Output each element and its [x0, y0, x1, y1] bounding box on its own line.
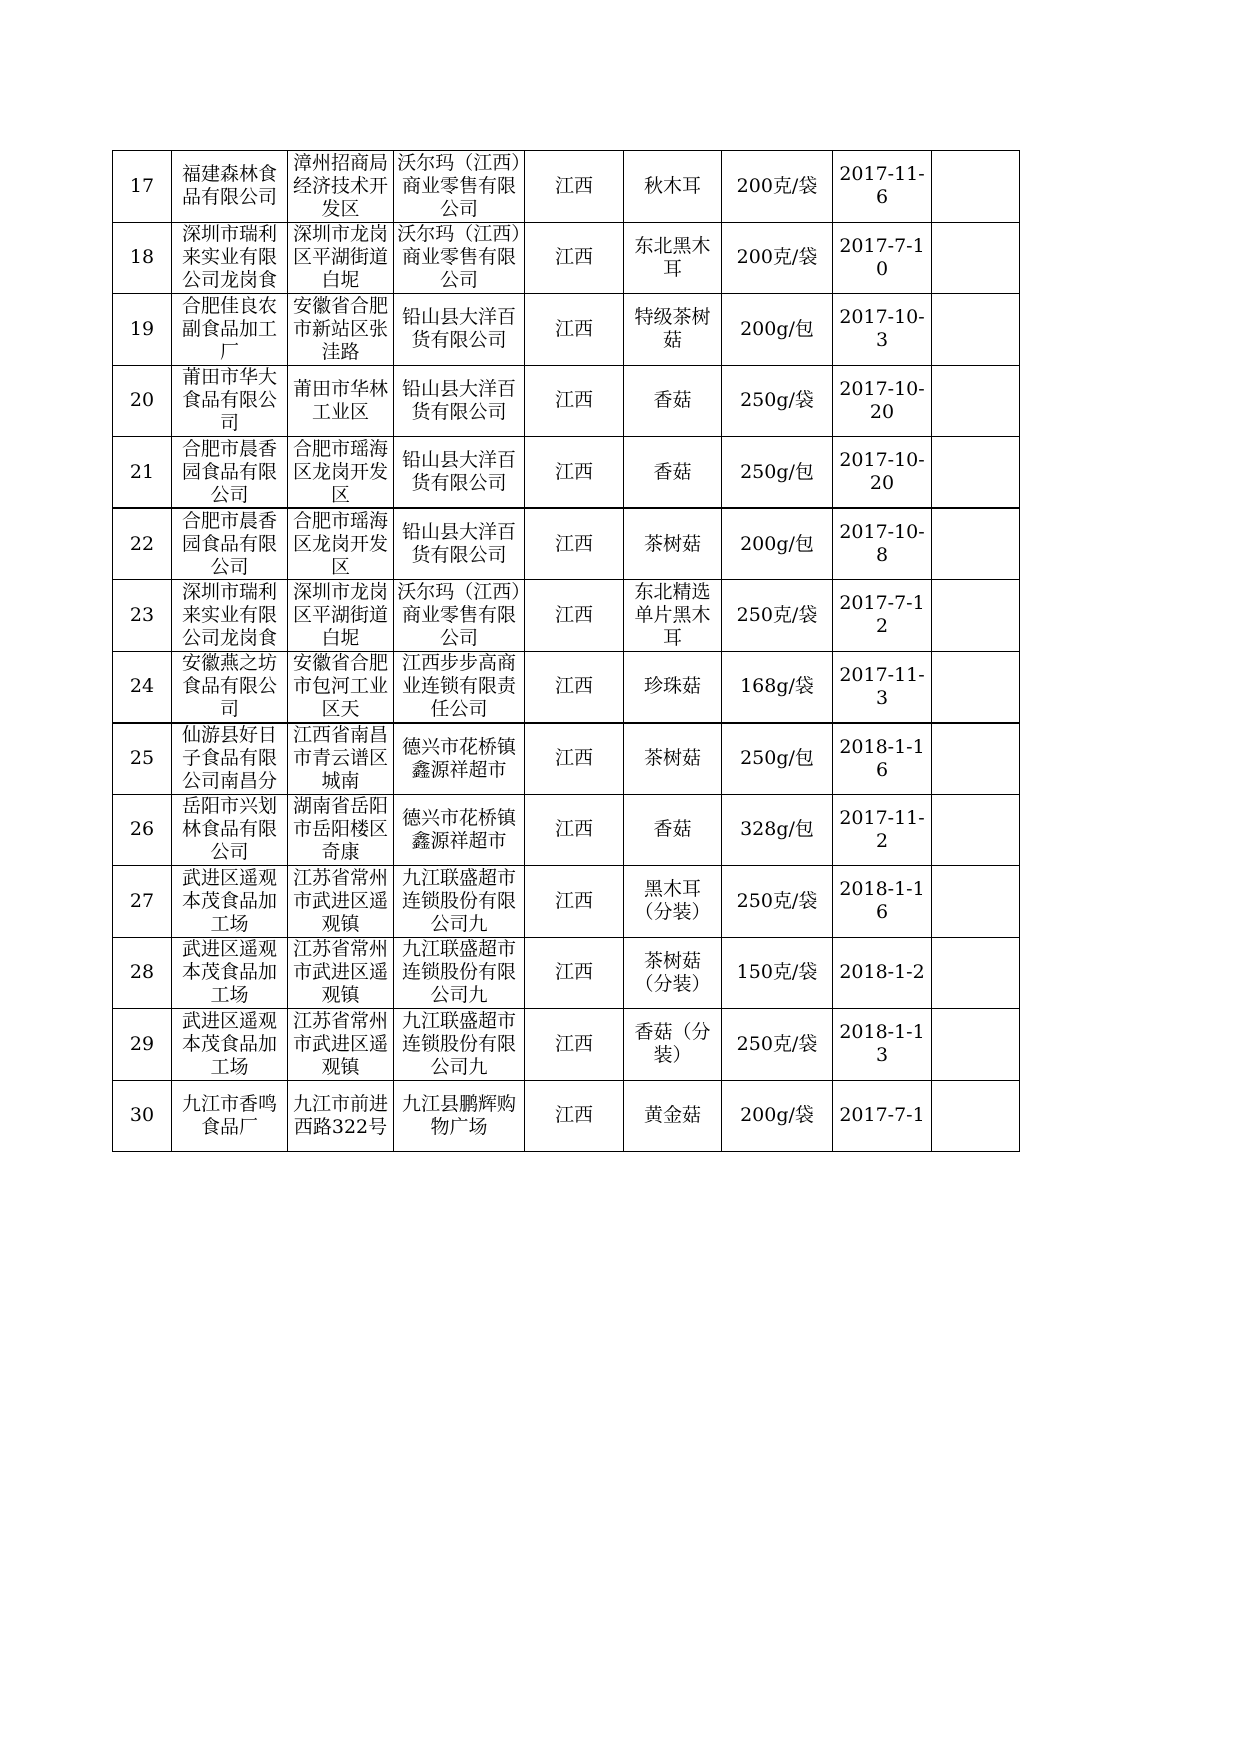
seller-name-cell	[394, 1080, 525, 1152]
production-date-cell	[833, 1009, 932, 1081]
production-date-cell	[833, 651, 932, 723]
specification-cell	[722, 1080, 833, 1152]
row-number-cell-text: 22	[129, 532, 155, 555]
province-cell	[525, 794, 624, 866]
production-date-cell-text: 2017-11-6	[839, 163, 925, 209]
producer-address-cell-text: 合肥市瑶海区龙岗开发区	[292, 509, 388, 578]
producer-name-cell-text: 合肥市晨香园食品有限公司	[181, 509, 277, 578]
province-cell	[525, 1009, 624, 1081]
row-number-cell-text: 18	[129, 246, 155, 269]
province-cell-text: 江西	[554, 532, 593, 555]
seller-name-cell-text: 江西步步高商业连锁有限责任公司	[401, 652, 516, 720]
production-date-cell-text: 2017-11-3	[839, 663, 925, 709]
row-number-cell	[113, 723, 172, 795]
producer-address-cell	[288, 937, 394, 1009]
product-name-cell-text: 东北黑木耳	[634, 234, 711, 280]
specification-cell-text: 150克/袋	[736, 961, 818, 984]
table-row	[113, 794, 1020, 866]
specification-cell-text: 250g/包	[740, 460, 814, 483]
seller-name-cell	[394, 866, 525, 938]
province-cell	[525, 365, 624, 437]
producer-address-cell-text: 江苏省常州市武进区遥观镇	[292, 938, 388, 1007]
product-name-cell	[624, 794, 722, 866]
note-cell	[932, 1080, 1020, 1152]
sampling-results-table	[112, 150, 1020, 1152]
specification-cell-text: 168g/袋	[740, 675, 814, 697]
province-cell	[525, 580, 624, 652]
note-cell	[932, 723, 1020, 795]
producer-address-cell-text: 江苏省常州市武进区遥观镇	[292, 866, 388, 935]
province-cell-text: 江西	[554, 317, 593, 340]
product-name-cell-text: 香菇（分装）	[634, 1021, 711, 1067]
province-cell-text: 江西	[554, 174, 593, 197]
province-cell	[525, 723, 624, 795]
producer-name-cell	[172, 508, 288, 580]
product-name-cell	[624, 723, 722, 795]
table-row	[113, 723, 1020, 795]
specification-cell	[722, 151, 833, 223]
producer-name-cell-text: 武进区遥观本茂食品加工场	[181, 938, 277, 1007]
seller-name-cell-text: 九江联盛超市连锁股份有限公司九	[401, 1009, 516, 1078]
producer-name-cell-text: 九江市香鸣食品厂	[181, 1092, 277, 1138]
province-cell-text: 江西	[554, 389, 593, 412]
table-row	[113, 222, 1020, 294]
production-date-cell	[833, 866, 932, 938]
seller-name-cell-text: 铅山县大洋百货有限公司	[401, 306, 516, 352]
producer-name-cell	[172, 437, 288, 509]
production-date-cell	[833, 365, 932, 437]
table-row	[113, 866, 1020, 938]
specification-cell	[722, 222, 833, 294]
production-date-cell	[833, 222, 932, 294]
province-cell-text: 江西	[554, 675, 593, 697]
specification-cell	[722, 294, 833, 366]
product-name-cell	[624, 437, 722, 509]
seller-name-cell-text: 沃尔玛（江西）商业零售有限公司	[397, 151, 521, 220]
row-number-cell-text: 29	[129, 1032, 155, 1055]
product-name-cell-text: 香菇	[653, 389, 692, 412]
seller-name-cell	[394, 937, 525, 1009]
producer-address-cell-text: 江苏省常州市武进区遥观镇	[292, 1009, 388, 1078]
province-cell	[525, 1080, 624, 1152]
row-number-cell	[113, 794, 172, 866]
seller-name-cell-text: 铅山县大洋百货有限公司	[401, 449, 516, 494]
note-cell	[932, 866, 1020, 938]
row-number-cell-text: 23	[129, 603, 155, 626]
producer-name-cell	[172, 1009, 288, 1081]
table-row	[113, 294, 1020, 366]
producer-name-cell-text: 福建森林食品有限公司	[181, 163, 277, 209]
row-number-cell	[113, 1009, 172, 1081]
specification-cell	[722, 651, 833, 723]
product-name-cell	[624, 151, 722, 223]
seller-name-cell-text: 铅山县大洋百货有限公司	[401, 521, 516, 566]
row-number-cell	[113, 651, 172, 723]
seller-name-cell-text: 沃尔玛（江西）商业零售有限公司	[397, 580, 521, 649]
production-date-cell	[833, 151, 932, 223]
specification-cell	[722, 437, 833, 509]
row-number-cell	[113, 294, 172, 366]
product-name-cell	[624, 1080, 722, 1152]
production-date-cell-text: 2017-10-20	[839, 377, 925, 423]
production-date-cell	[833, 294, 932, 366]
producer-address-cell	[288, 794, 394, 866]
seller-name-cell	[394, 1009, 525, 1081]
seller-name-cell-text: 九江联盛超市连锁股份有限公司九	[401, 938, 516, 1007]
specification-cell	[722, 508, 833, 580]
note-cell	[932, 365, 1020, 437]
producer-name-cell	[172, 651, 288, 723]
specification-cell	[722, 866, 833, 938]
note-cell	[932, 437, 1020, 509]
producer-name-cell-text: 合肥市晨香园食品有限公司	[181, 437, 277, 506]
row-number-cell-text: 25	[129, 747, 155, 769]
producer-address-cell-text: 江西省南昌市青云谱区城南	[292, 724, 388, 792]
production-date-cell-text: 2017-10-20	[839, 449, 925, 494]
product-name-cell-text: 秋木耳	[643, 174, 701, 197]
specification-cell-text: 250克/袋	[736, 603, 818, 626]
product-name-cell-text: 珍珠菇	[643, 675, 701, 697]
producer-name-cell	[172, 723, 288, 795]
producer-address-cell-text: 湖南省岳阳市岳阳楼区奇康	[292, 795, 388, 864]
seller-name-cell	[394, 222, 525, 294]
production-date-cell-text: 2017-7-1	[839, 1104, 925, 1127]
note-cell	[932, 294, 1020, 366]
specification-cell-text: 250克/袋	[736, 889, 818, 912]
row-number-cell-text: 21	[129, 460, 155, 483]
producer-name-cell	[172, 580, 288, 652]
row-number-cell	[113, 151, 172, 223]
note-cell	[932, 794, 1020, 866]
product-name-cell	[624, 508, 722, 580]
specification-cell-text: 200g/包	[740, 317, 814, 340]
seller-name-cell-text: 铅山县大洋百货有限公司	[401, 377, 516, 423]
production-date-cell	[833, 794, 932, 866]
seller-name-cell-text: 德兴市花桥镇鑫源祥超市	[401, 735, 516, 781]
specification-cell-text: 200克/袋	[736, 174, 818, 197]
producer-name-cell-text: 深圳市瑞利来实业有限公司龙岗食	[181, 580, 277, 649]
row-number-cell-text: 24	[129, 675, 155, 697]
province-cell	[525, 294, 624, 366]
producer-name-cell-text: 武进区遥观本茂食品加工场	[181, 866, 277, 935]
producer-name-cell	[172, 866, 288, 938]
row-number-cell	[113, 1080, 172, 1152]
production-date-cell-text: 2017-7-12	[839, 592, 925, 638]
row-number-cell-text: 30	[129, 1104, 155, 1127]
product-name-cell-text: 特级茶树菇	[634, 306, 711, 352]
note-cell	[932, 580, 1020, 652]
row-number-cell	[113, 222, 172, 294]
production-date-cell-text: 2017-10-3	[839, 306, 925, 352]
specification-cell	[722, 365, 833, 437]
product-name-cell-text: 茶树菇（分装）	[634, 949, 711, 995]
note-cell	[932, 1009, 1020, 1081]
seller-name-cell	[394, 794, 525, 866]
producer-name-cell-text: 合肥佳良农副食品加工厂	[181, 294, 277, 363]
table-row	[113, 508, 1020, 580]
province-cell-text: 江西	[554, 961, 593, 984]
seller-name-cell	[394, 437, 525, 509]
specification-cell-text: 328g/包	[740, 818, 814, 841]
note-cell	[932, 651, 1020, 723]
row-number-cell-text: 27	[129, 889, 155, 912]
product-name-cell	[624, 580, 722, 652]
production-date-cell	[833, 723, 932, 795]
province-cell-text: 江西	[554, 246, 593, 269]
producer-name-cell	[172, 1080, 288, 1152]
product-name-cell-text: 东北精选单片黑木耳	[634, 580, 711, 649]
product-name-cell	[624, 866, 722, 938]
specification-cell-text: 250g/袋	[740, 389, 814, 412]
row-number-cell-text: 19	[129, 317, 155, 340]
producer-address-cell-text: 安徽省合肥市包河工业区天	[292, 652, 388, 720]
producer-address-cell	[288, 508, 394, 580]
producer-name-cell	[172, 294, 288, 366]
province-cell-text: 江西	[554, 1032, 593, 1055]
product-name-cell-text: 香菇	[653, 460, 692, 483]
table-body	[113, 151, 1020, 1152]
specification-cell	[722, 794, 833, 866]
row-number-cell	[113, 580, 172, 652]
table-row	[113, 1009, 1020, 1081]
producer-name-cell	[172, 151, 288, 223]
table-row	[113, 437, 1020, 509]
table-row	[113, 1080, 1020, 1152]
seller-name-cell	[394, 508, 525, 580]
producer-name-cell	[172, 222, 288, 294]
row-number-cell	[113, 866, 172, 938]
note-cell	[932, 937, 1020, 1009]
production-date-cell-text: 2017-7-10	[839, 234, 925, 280]
row-number-cell	[113, 508, 172, 580]
note-cell	[932, 222, 1020, 294]
province-cell	[525, 151, 624, 223]
product-name-cell	[624, 222, 722, 294]
province-cell	[525, 866, 624, 938]
producer-address-cell	[288, 151, 394, 223]
row-number-cell-text: 17	[129, 174, 155, 197]
producer-address-cell-text: 莆田市华林工业区	[292, 377, 388, 423]
province-cell-text: 江西	[554, 747, 593, 769]
province-cell-text: 江西	[554, 603, 593, 626]
specification-cell	[722, 723, 833, 795]
product-name-cell-text: 黑木耳（分装）	[634, 878, 711, 924]
production-date-cell	[833, 508, 932, 580]
producer-name-cell-text: 仙游县好日子食品有限公司南昌分	[181, 724, 277, 792]
producer-address-cell	[288, 866, 394, 938]
production-date-cell	[833, 1080, 932, 1152]
producer-address-cell	[288, 580, 394, 652]
producer-address-cell	[288, 651, 394, 723]
producer-address-cell-text: 深圳市龙岗区平湖街道白坭	[292, 580, 388, 649]
province-cell	[525, 222, 624, 294]
row-number-cell	[113, 365, 172, 437]
producer-name-cell-text: 安徽燕之坊食品有限公司	[181, 652, 277, 720]
production-date-cell-text: 2017-11-2	[839, 806, 925, 852]
table-row	[113, 651, 1020, 723]
producer-address-cell	[288, 365, 394, 437]
producer-address-cell	[288, 437, 394, 509]
province-cell	[525, 437, 624, 509]
producer-address-cell	[288, 222, 394, 294]
product-name-cell-text: 茶树菇	[643, 532, 701, 555]
production-date-cell	[833, 937, 932, 1009]
row-number-cell	[113, 937, 172, 1009]
province-cell	[525, 651, 624, 723]
specification-cell-text: 200克/袋	[736, 246, 818, 269]
province-cell-text: 江西	[554, 460, 593, 483]
seller-name-cell	[394, 365, 525, 437]
note-cell	[932, 508, 1020, 580]
province-cell-text: 江西	[554, 818, 593, 841]
producer-name-cell-text: 武进区遥观本茂食品加工场	[181, 1009, 277, 1078]
specification-cell-text: 250g/包	[740, 747, 814, 769]
production-date-cell-text: 2018-1-2	[839, 961, 925, 984]
producer-address-cell-text: 九江市前进西路322号	[292, 1092, 388, 1138]
province-cell	[525, 937, 624, 1009]
specification-cell-text: 200g/包	[740, 532, 814, 555]
row-number-cell	[113, 437, 172, 509]
producer-address-cell	[288, 294, 394, 366]
table-row	[113, 365, 1020, 437]
product-name-cell-text: 香菇	[653, 818, 692, 841]
row-number-cell-text: 26	[129, 818, 155, 841]
specification-cell	[722, 580, 833, 652]
producer-name-cell	[172, 365, 288, 437]
producer-name-cell	[172, 794, 288, 866]
seller-name-cell	[394, 151, 525, 223]
producer-address-cell-text: 漳州招商局经济技术开发区	[292, 151, 388, 220]
table-row	[113, 151, 1020, 223]
specification-cell	[722, 937, 833, 1009]
production-date-cell-text: 2018-1-13	[839, 1021, 925, 1067]
row-number-cell-text: 28	[129, 961, 155, 984]
producer-name-cell	[172, 937, 288, 1009]
seller-name-cell-text: 沃尔玛（江西）商业零售有限公司	[397, 223, 521, 292]
province-cell-text: 江西	[554, 889, 593, 912]
producer-address-cell-text: 合肥市瑶海区龙岗开发区	[292, 437, 388, 506]
seller-name-cell	[394, 580, 525, 652]
production-date-cell	[833, 437, 932, 509]
seller-name-cell	[394, 723, 525, 795]
seller-name-cell-text: 德兴市花桥镇鑫源祥超市	[401, 806, 516, 852]
row-number-cell-text: 20	[129, 389, 155, 412]
product-name-cell	[624, 937, 722, 1009]
product-name-cell	[624, 651, 722, 723]
table-row	[113, 937, 1020, 1009]
specification-cell-text: 200g/袋	[740, 1104, 814, 1127]
product-name-cell-text: 黄金菇	[643, 1104, 701, 1127]
producer-address-cell	[288, 723, 394, 795]
producer-name-cell-text: 深圳市瑞利来实业有限公司龙岗食	[181, 223, 277, 292]
producer-address-cell	[288, 1009, 394, 1081]
production-date-cell-text: 2017-10-8	[839, 521, 925, 566]
seller-name-cell-text: 九江县鹏辉购物广场	[401, 1092, 516, 1138]
seller-name-cell	[394, 294, 525, 366]
producer-name-cell-text: 莆田市华大食品有限公司	[181, 366, 277, 435]
province-cell	[525, 508, 624, 580]
product-name-cell-text: 茶树菇	[643, 747, 701, 769]
producer-address-cell-text: 安徽省合肥市新站区张洼路	[292, 294, 388, 363]
producer-address-cell	[288, 1080, 394, 1152]
producer-address-cell-text: 深圳市龙岗区平湖街道白坭	[292, 223, 388, 292]
production-date-cell	[833, 580, 932, 652]
seller-name-cell-text: 九江联盛超市连锁股份有限公司九	[401, 866, 516, 935]
producer-name-cell-text: 岳阳市兴划林食品有限公司	[181, 795, 277, 864]
production-date-cell-text: 2018-1-16	[839, 878, 925, 924]
specification-cell-text: 250克/袋	[736, 1032, 818, 1055]
province-cell-text: 江西	[554, 1104, 593, 1127]
product-name-cell	[624, 294, 722, 366]
production-date-cell-text: 2018-1-16	[839, 735, 925, 781]
note-cell	[932, 151, 1020, 223]
table-row	[113, 580, 1020, 652]
specification-cell	[722, 1009, 833, 1081]
product-name-cell	[624, 1009, 722, 1081]
product-name-cell	[624, 365, 722, 437]
seller-name-cell	[394, 651, 525, 723]
